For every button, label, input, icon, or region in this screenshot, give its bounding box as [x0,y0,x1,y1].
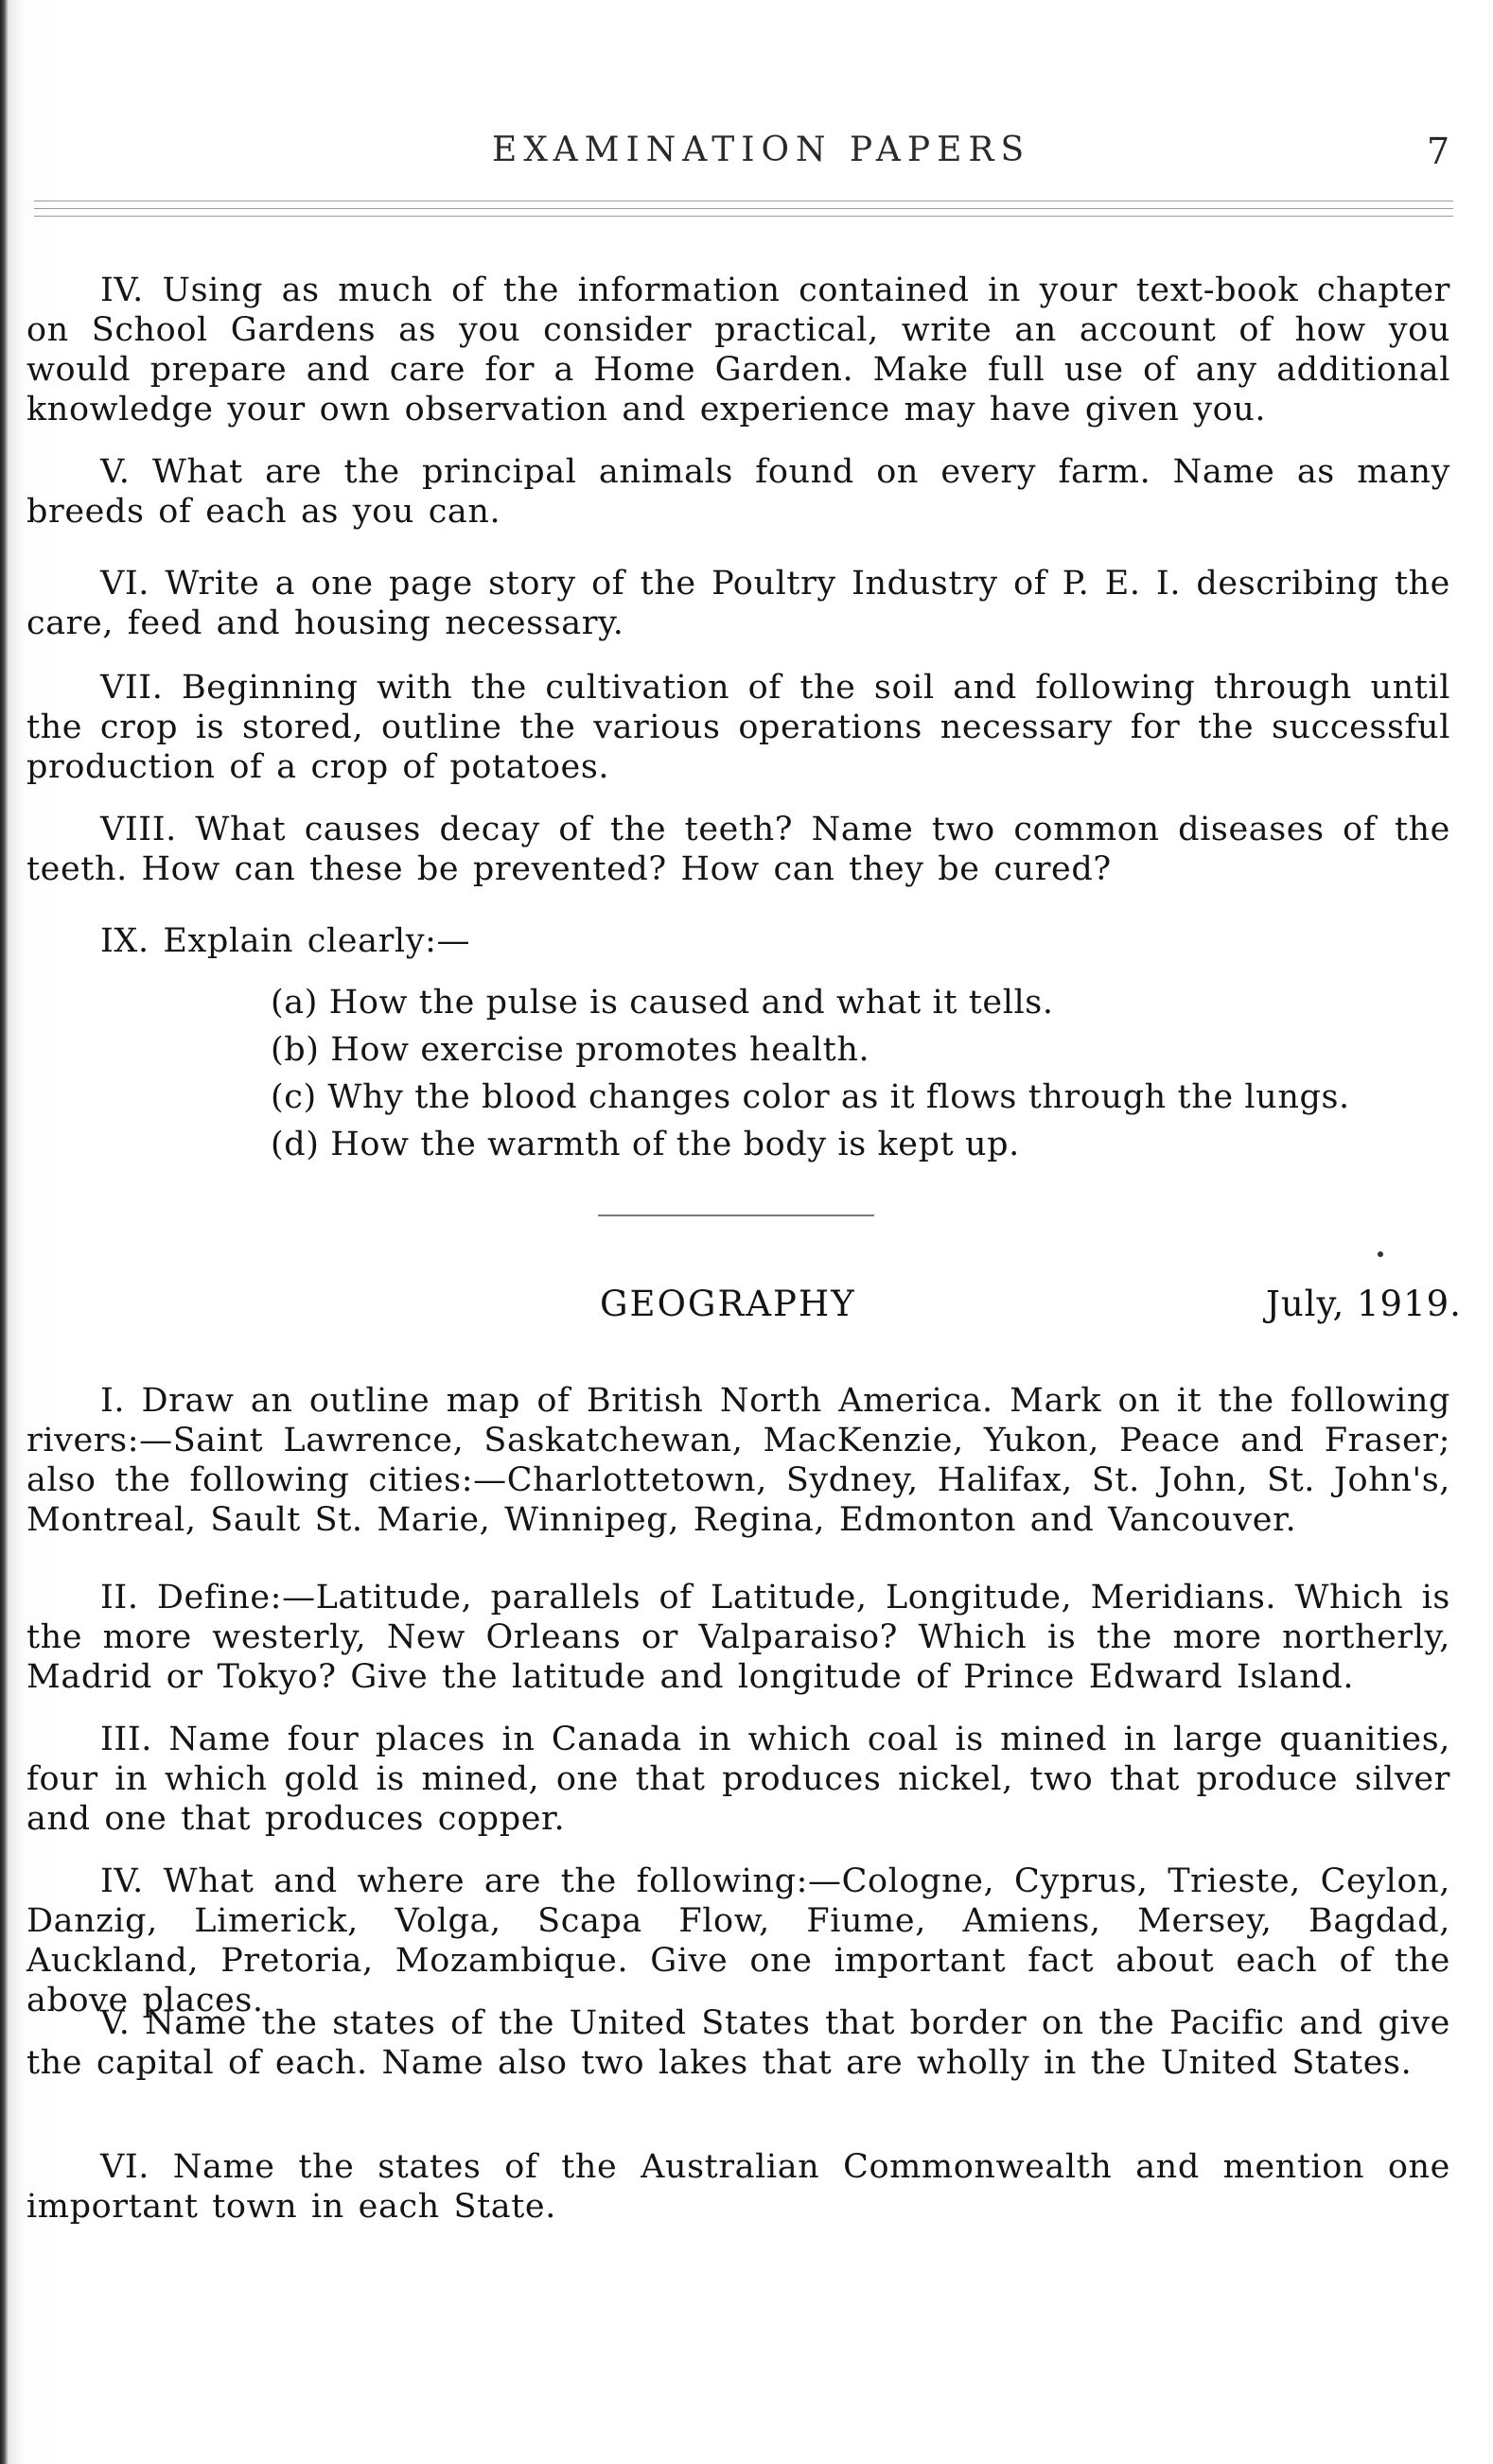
header-rule [34,208,1453,209]
explain-item-d: (d) How the warmth of the body is kept up. [271,1126,1020,1163]
question-vii: VII. Beginning with the cultivation of the soil and following through until the crop is stored, outline the various operations necessary for the successful production of a crop of potatoes. [26,669,1450,786]
geography-question-v: V. Name the states of the United States that border on the Pacific and give the capital of each. Name also two lakes that are wholly in the United States. [26,2004,1450,2082]
section-date: July, 1919. [1266,1284,1462,1324]
explain-item-c: (c) Why the blood changes color as it flows through the lungs. [271,1078,1350,1116]
print-speck [1378,1251,1383,1257]
geography-question-iv: IV. What and where are the following:—Cologne, Cyprus, Trieste, Ceylon, Danzig, Limerick, Volga, Scapa Flow, Fiume, Amiens, Mersey, Bagdad, Auckland, Pretoria, Mozambique. Give one important fact about each of the above places. [26,1862,1450,2019]
geography-question-vi: VI. Name the states of the Australian Commonwealth and mention one important town in each State. [26,2148,1450,2226]
question-iv: IV. Using as much of the information contained in your text-book chapter on School Gardens as you consider practical, write an account of how you would prepare and care for a Home Garden. Make full use of any additional knowledge your own observation and experience may have given you. [26,271,1450,428]
geography-question-i: I. Draw an outline map of British North America. Mark on it the following rivers:—Saint Lawrence, Saskatchewan, MacKenzie, Yukon, Peace and Fraser; also the following cities:—Charlottetown, Sydney, Halifax, St. John, St. John's, Montreal, Sault St. Marie, Winnipeg, Regina, Edmonton and Vancouver. [26,1382,1450,1539]
geography-question-ii: II. Define:—Latitude, parallels of Latitude, Longitude, Meridians. Which is the more westerly, New Orleans or Valparaiso? Which is the more northerly, Madrid or Tokyo? Give the latitude and longitude of Prince Edward Island. [26,1579,1450,1696]
running-title: EXAMINATION PAPERS [492,131,1031,169]
question-v: V. What are the principal animals found on every farm. Name as many breeds of each as you can. [26,453,1450,531]
header-rule [34,216,1453,217]
geography-question-iii: III. Name four places in Canada in which coal is mined in large quanities, four in which gold is mined, one that produces nickel, two that produce silver and one that produces copper. [26,1721,1450,1838]
explain-item-a: (a) How the pulse is caused and what it tells. [271,984,1054,1022]
section-divider [598,1215,874,1216]
question-ix: IX. Explain clearly:— [100,922,471,960]
explain-item-b: (b) How exercise promotes health. [271,1031,870,1069]
question-vi: VI. Write a one page story of the Poultry Industry of P. E. I. describing the care, feed and housing necessary. [26,565,1450,642]
page-number: 7 [1427,131,1450,172]
section-title: GEOGRAPHY [600,1284,856,1324]
question-viii: VIII. What causes decay of the teeth? Name two common diseases of the teeth. How can these be prevented? How can they be cured? [26,811,1450,888]
